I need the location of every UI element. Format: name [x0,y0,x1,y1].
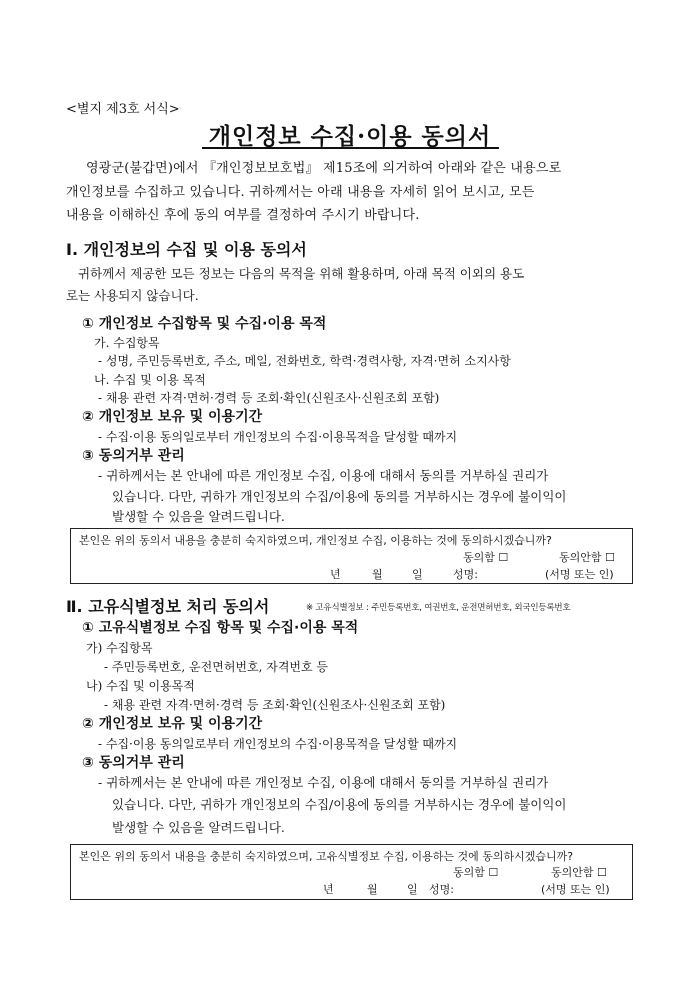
section2-heading: Ⅱ. 고유식별정보 처리 동의서 [66,597,270,616]
document-title: 개인정보 수집·이용 동의서 [208,123,492,150]
section2-date-month: 월 [367,883,378,896]
intro-line-3: 내용을 이해하신 후에 동의 여부를 결정하여 주시기 바랍니다. [66,208,420,223]
section1-item1-a-label: 가. 수집항목 [94,336,160,350]
intro-line-2: 개인정보를 수집하고 있습니다. 귀하께서는 아래 내용을 자세히 읽어 보시고, 모든 [66,185,535,200]
section2-consent-box [70,844,633,900]
section1-item3-heading: ③ 동의거부 관리 [82,448,185,464]
section1-heading: Ⅰ. 개인정보의 수집 및 이용 동의서 [66,240,307,259]
section1-item2-heading: ② 개인정보 보유 및 이용기간 [82,409,263,425]
form-number: <별지 제3호 서식> [66,102,180,117]
section2-item3-line-3: 발생할 수 있음을 알려드립니다. [112,820,285,835]
section1-item3-line-2: 있습니다. 다만, 귀하가 개인정보의 수집/이용에 동의를 거부하시는 경우에 불이익이 [112,489,567,504]
section2-item1-a-value: - 주민등록번호, 운전면허번호, 자격번호 등 [104,660,329,674]
section2-item2-value: - 수집·이용 동의일로부터 개인정보의 수집·이용목적을 달성할 때까지 [98,737,458,751]
intro-line-1: 영광군(불갑면)에서 『개인정보보호법』 제15조에 의거하여 아래와 같은 내용으로 [86,161,562,176]
title-underline [202,147,499,149]
section2-note: ※ 고유식별정보 : 주민등록번호, 여권번호, 운전면허번호, 외국인등록번호 [306,603,571,613]
section1-sign-note: (서명 또는 인) [545,568,614,581]
section1-consent-question: 본인은 위의 동의서 내용을 충분히 숙지하였으며, 개인정보 수집, 이용하는 것에 동의하시겠습니까? [79,534,552,547]
section1-agree-checkbox[interactable]: 동의함 ☐ [463,551,509,564]
section1-sign-label: 성명: [453,568,478,581]
section1-consent-box [70,528,633,584]
section1-item3-line-1: - 귀하께서는 본 안내에 따른 개인정보 수집, 이용에 대해서 동의를 거부하실 권리가 [98,468,549,483]
section1-item1-b-value: - 채용 관련 자격·면허·경력 등 조회·확인(신원조사·신원조회 포함) [98,391,440,405]
section1-date-month: 월 [372,568,383,581]
section2-item1-b-label: 나) 수집 및 이용목적 [86,679,195,693]
section2-consent-question: 본인은 위의 동의서 내용을 충분히 숙지하였으며, 고유식별정보 수집, 이용하는 것에 동의하시겠습니까? [79,850,574,863]
section1-date-year: 년 [330,568,341,581]
section2-disagree-checkbox[interactable]: 동의안함 ☐ [551,866,607,879]
section1-date-day: 일 [412,568,423,581]
section2-item1-b-value: - 채용 관련 자격·면허·경력 등 조회·확인(신원조사·신원조회 포함) [104,698,446,712]
section2-item3-heading: ③ 동의거부 관리 [82,755,185,771]
section2-date-year: 년 [323,883,334,896]
section1-item1-a-value: - 성명, 주민등록번호, 주소, 메일, 전화번호, 학력·경력사항, 자격·면허 소지사항 [98,354,511,368]
section2-item1-a-label: 가) 수집항목 [86,641,153,655]
section1-item2-value: - 수집·이용 동의일로부터 개인정보의 수집·이용목적을 달성할 때까지 [98,430,458,444]
section1-item3-line-3: 발생할 수 있음을 알려드립니다. [112,509,285,524]
section2-item3-line-1: - 귀하께서는 본 안내에 따른 개인정보 수집, 이용에 대해서 동의를 거부하실 권리가 [98,775,549,790]
section1-lead-1: 귀하께서 제공한 모든 정보는 다음의 목적을 위해 활용하며, 아래 목적 이외의 용도 [78,266,525,281]
section2-item2-heading: ② 개인정보 보유 및 이용기간 [82,716,263,732]
section2-date-day: 일 [407,883,418,896]
section1-item1-heading: ① 개인정보 수집항목 및 수집·이용 목적 [82,316,327,332]
section1-item1-b-label: 나. 수집 및 이용 목적 [94,373,206,387]
section1-disagree-checkbox[interactable]: 동의안함 ☐ [559,551,615,564]
section2-sign-note: (서명 또는 인) [541,883,610,896]
section2-sign-label: 성명: [429,883,454,896]
section1-lead-2: 로는 사용되지 않습니다. [66,288,199,303]
section2-agree-checkbox[interactable]: 동의함 ☐ [453,866,499,879]
section2-item3-line-2: 있습니다. 다만, 귀하가 개인정보의 수집/이용에 동의를 거부하시는 경우에 불이익이 [112,797,567,812]
section2-item1-heading: ① 고유식별정보 수집 항목 및 수집·이용 목적 [82,620,359,636]
